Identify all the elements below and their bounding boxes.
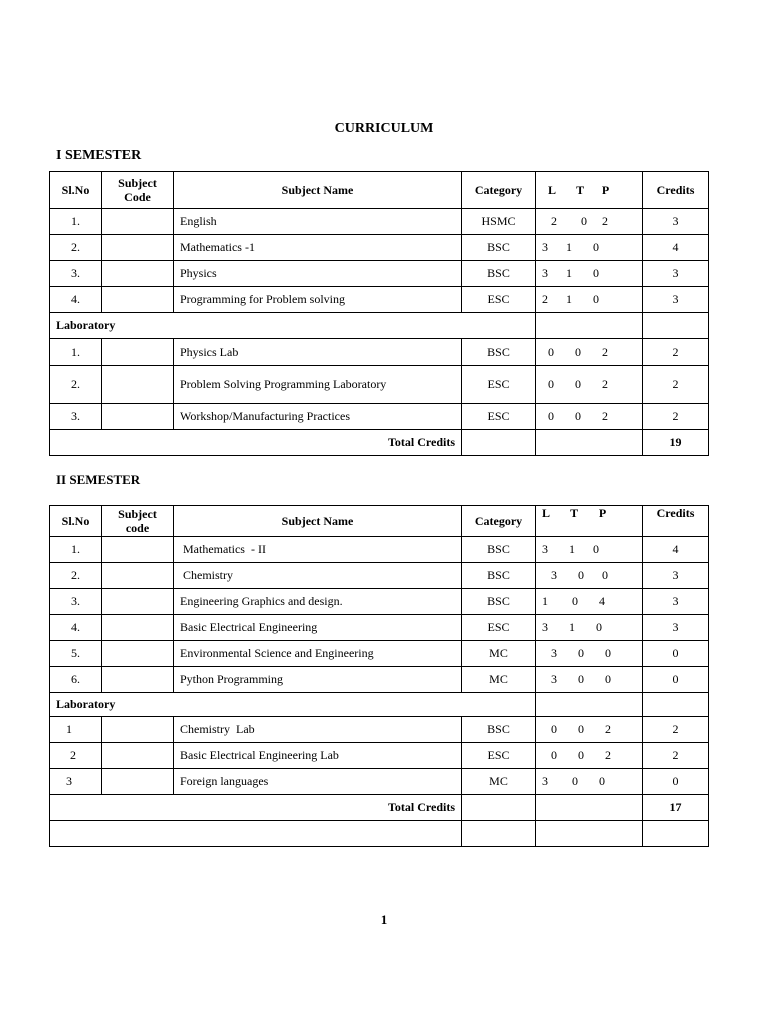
- cell-ltp: 3 1 0: [536, 615, 643, 641]
- cell-category: [462, 795, 536, 821]
- cell-ltp: [536, 430, 643, 456]
- cell-name: Mathematics -1: [174, 235, 462, 261]
- cell-name: Physics Lab: [174, 339, 462, 366]
- cell-ltp: 3 0 0: [536, 641, 643, 667]
- cell-ltp: [536, 795, 643, 821]
- cell-slno: 1.: [50, 537, 102, 563]
- cell-ltp: 3 0 0: [536, 563, 643, 589]
- table-row: [50, 589, 709, 615]
- code-header-line2: Code: [124, 190, 151, 204]
- cell-code: [102, 717, 174, 743]
- cell-category: MC: [462, 667, 536, 693]
- col-header-category: Category: [462, 506, 536, 537]
- cell-credits: 2: [643, 339, 709, 366]
- cell-category: BSC: [462, 339, 536, 366]
- cell-credits: 2: [643, 743, 709, 769]
- laboratory-label: Laboratory: [50, 693, 536, 717]
- table-row: [50, 366, 709, 404]
- table-row: [50, 563, 709, 589]
- cell-ltp: 2 1 0: [536, 287, 643, 313]
- table-row: [50, 537, 709, 563]
- cell-credits: 3: [643, 209, 709, 235]
- cell-slno: 2.: [50, 366, 102, 404]
- code-header-line2: code: [125, 521, 150, 535]
- cell-category: [462, 430, 536, 456]
- cell-code: [102, 287, 174, 313]
- cell-category: MC: [462, 641, 536, 667]
- total-row: [50, 430, 709, 456]
- col-header-name: Subject Name: [174, 506, 462, 537]
- cell-slno: 2.: [50, 235, 102, 261]
- cell-ltp: 3 1 0: [536, 235, 643, 261]
- laboratory-row: [50, 313, 709, 339]
- code-header-line1: Subject: [118, 176, 157, 190]
- cell-ltp: [536, 693, 643, 717]
- cell-name: Python Programming: [174, 667, 462, 693]
- table-row: [50, 209, 709, 235]
- cell-name: Physics: [174, 261, 462, 287]
- col-header-code: [102, 506, 174, 537]
- total-credits-value: 17: [643, 795, 709, 821]
- cell-code: [102, 261, 174, 287]
- page-number: 1: [380, 912, 388, 927]
- col-header-category: Category: [462, 172, 536, 209]
- cell-slno: 1.: [50, 339, 102, 366]
- cell-slno: 1.: [50, 209, 102, 235]
- cell-name: English: [174, 209, 462, 235]
- cell-credits: 0: [643, 769, 709, 795]
- cell-credits: [643, 313, 709, 339]
- cell-credits: 3: [643, 261, 709, 287]
- cell-code: [102, 366, 174, 404]
- cell-credits: 3: [643, 563, 709, 589]
- col-header-slno: Sl.No: [50, 172, 102, 209]
- col-header-name: Subject Name: [174, 172, 462, 209]
- cell-category: BSC: [462, 261, 536, 287]
- cell-ltp: 0 0 2: [536, 404, 643, 430]
- page-title: CURRICULUM: [334, 121, 434, 136]
- table-row: [50, 615, 709, 641]
- cell-name: Programming for Problem solving: [174, 287, 462, 313]
- cell-credits: 2: [643, 404, 709, 430]
- cell-slno: 6.: [50, 667, 102, 693]
- table-row: [50, 667, 709, 693]
- empty-row: [50, 821, 709, 847]
- total-credits-label: Total Credits: [50, 795, 462, 821]
- cell-code: [102, 743, 174, 769]
- empty-cell: [50, 821, 462, 847]
- cell-code: [102, 769, 174, 795]
- cell-category: HSMC: [462, 209, 536, 235]
- cell-category: ESC: [462, 287, 536, 313]
- semester-1-table: [49, 171, 709, 456]
- cell-credits: [643, 693, 709, 717]
- cell-credits: 2: [643, 366, 709, 404]
- cell-ltp: 0 0 2: [536, 339, 643, 366]
- semester-2-heading: II SEMESTER: [56, 472, 141, 487]
- empty-cell: [462, 821, 536, 847]
- cell-slno: 2.: [50, 563, 102, 589]
- cell-code: [102, 667, 174, 693]
- cell-slno: 4.: [50, 615, 102, 641]
- table-row: [50, 287, 709, 313]
- cell-code: [102, 339, 174, 366]
- cell-category: BSC: [462, 537, 536, 563]
- table-row: [50, 404, 709, 430]
- cell-category: ESC: [462, 615, 536, 641]
- cell-category: BSC: [462, 589, 536, 615]
- cell-category: BSC: [462, 717, 536, 743]
- cell-name: Chemistry: [174, 563, 462, 589]
- total-credits-label: Total Credits: [50, 430, 462, 456]
- cell-name: Basic Electrical Engineering Lab: [174, 743, 462, 769]
- cell-ltp: 3 1 0: [536, 261, 643, 287]
- cell-code: [102, 641, 174, 667]
- cell-category: ESC: [462, 404, 536, 430]
- cell-name: Basic Electrical Engineering: [174, 615, 462, 641]
- table-row: [50, 235, 709, 261]
- cell-slno: 5.: [50, 641, 102, 667]
- total-row: [50, 795, 709, 821]
- col-header-slno: Sl.No: [50, 506, 102, 537]
- cell-slno: 4.: [50, 287, 102, 313]
- cell-ltp: 0 0 2: [536, 717, 643, 743]
- col-header-ltp: L T P: [536, 172, 643, 209]
- cell-ltp: 1 0 4: [536, 589, 643, 615]
- empty-cell: [536, 821, 643, 847]
- cell-category: BSC: [462, 235, 536, 261]
- cell-category: ESC: [462, 366, 536, 404]
- code-header-line1: Subject: [118, 507, 157, 521]
- cell-ltp: [536, 313, 643, 339]
- cell-name: Foreign languages: [174, 769, 462, 795]
- col-header-ltp: L T P: [536, 506, 643, 537]
- col-header-credits: Credits: [643, 506, 709, 537]
- cell-ltp: 3 0 0: [536, 769, 643, 795]
- cell-credits: 4: [643, 537, 709, 563]
- table-row: [50, 261, 709, 287]
- cell-ltp: 2 0 2: [536, 209, 643, 235]
- table-row: [50, 339, 709, 366]
- semester-2-table: [49, 505, 709, 847]
- cell-code: [102, 589, 174, 615]
- cell-category: MC: [462, 769, 536, 795]
- cell-slno: 3.: [50, 589, 102, 615]
- cell-slno: 3.: [50, 261, 102, 287]
- cell-code: [102, 209, 174, 235]
- cell-credits: 4: [643, 235, 709, 261]
- cell-name: Problem Solving Programming Laboratory: [174, 366, 462, 404]
- cell-credits: 3: [643, 615, 709, 641]
- laboratory-label: Laboratory: [50, 313, 536, 339]
- table-row: [50, 743, 709, 769]
- cell-ltp: 0 0 2: [536, 366, 643, 404]
- cell-name: Workshop/Manufacturing Practices: [174, 404, 462, 430]
- cell-name: Mathematics - II: [174, 537, 462, 563]
- cell-credits: 3: [643, 287, 709, 313]
- cell-credits: 0: [643, 667, 709, 693]
- col-header-code: [102, 172, 174, 209]
- cell-slno: 3.: [50, 404, 102, 430]
- cell-code: [102, 404, 174, 430]
- semester-1-heading: I SEMESTER: [56, 148, 142, 163]
- empty-cell: [643, 821, 709, 847]
- cell-credits: 0: [643, 641, 709, 667]
- cell-category: BSC: [462, 563, 536, 589]
- cell-credits: 3: [643, 589, 709, 615]
- cell-ltp: 3 1 0: [536, 537, 643, 563]
- cell-code: [102, 563, 174, 589]
- table-row: [50, 717, 709, 743]
- table-row: [50, 769, 709, 795]
- cell-name: Chemistry Lab: [174, 717, 462, 743]
- cell-slno: 1: [50, 717, 102, 743]
- cell-code: [102, 235, 174, 261]
- cell-code: [102, 537, 174, 563]
- table-row: [50, 641, 709, 667]
- cell-ltp: 3 0 0: [536, 667, 643, 693]
- cell-category: ESC: [462, 743, 536, 769]
- cell-slno: 2: [50, 743, 102, 769]
- cell-slno: 3: [50, 769, 102, 795]
- cell-name: Environmental Science and Engineering: [174, 641, 462, 667]
- cell-code: [102, 615, 174, 641]
- table-header-row: [50, 506, 709, 537]
- table-header-row: [50, 172, 709, 209]
- laboratory-row: [50, 693, 709, 717]
- col-header-credits: Credits: [643, 172, 709, 209]
- cell-ltp: 0 0 2: [536, 743, 643, 769]
- cell-name: Engineering Graphics and design.: [174, 589, 462, 615]
- total-credits-value: 19: [643, 430, 709, 456]
- cell-credits: 2: [643, 717, 709, 743]
